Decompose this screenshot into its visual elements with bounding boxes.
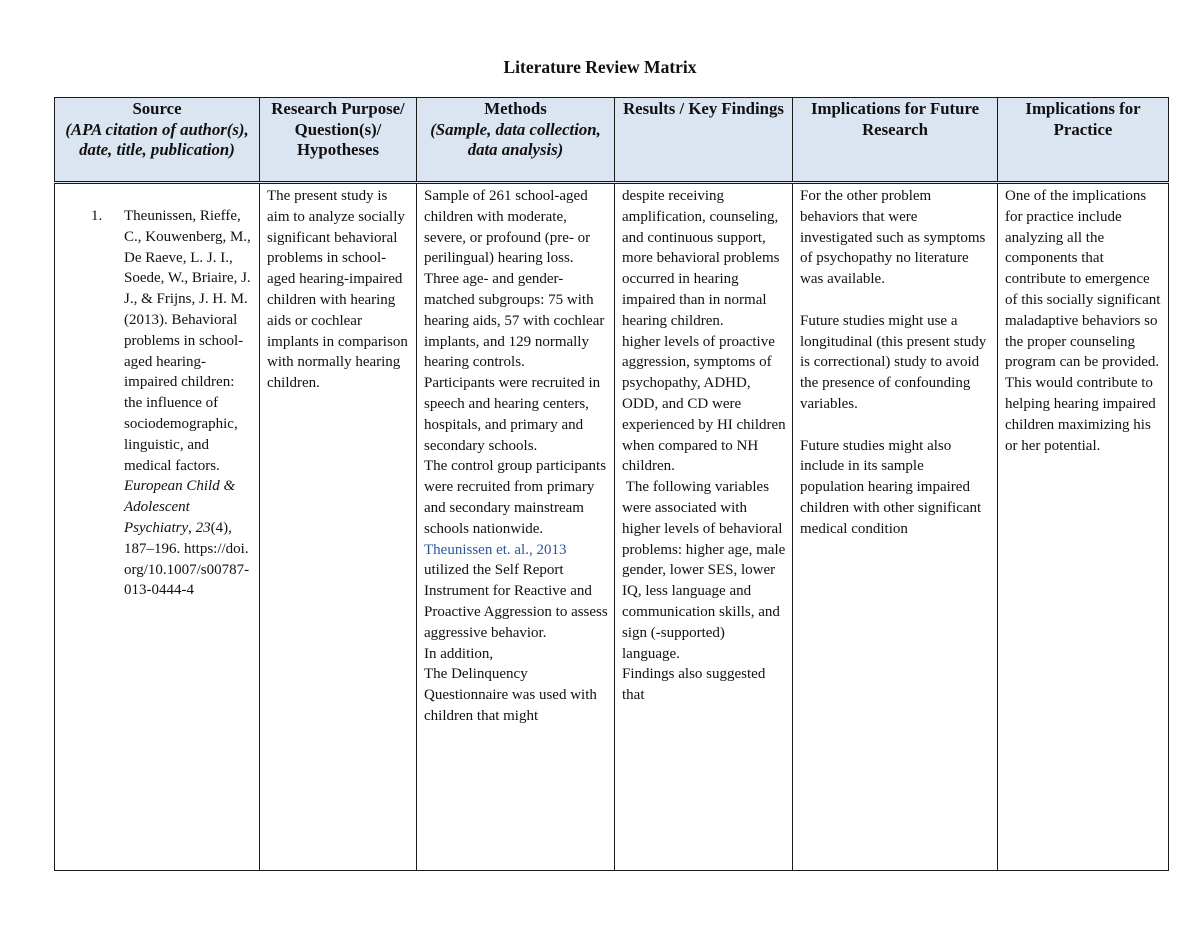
methods-sample: Sample of 261 school-aged children with moderate, severe, or profound (pre- or perilingual) hearing loss. — [424, 188, 591, 267]
methods-delinquency: The Delinquency Questionnaire was used with children that might — [424, 666, 597, 724]
results-finding-3: The following variables were associated with higher levels of behavioral problems: higher age, male gender, lower SES, lower IQ, less language and communication skills, and sign (-supported) language. — [622, 479, 790, 662]
practice-text: One of the implications for practice include analyzing all the components that contribute to emergence of this socially significant maladaptive behaviors so the proper counseling program can be provided. This would contribute to helping hearing impaired children maximizing his or her potential. — [1005, 188, 1161, 454]
header-source-sub: (APA citation of author(s), date, title, publication) — [65, 119, 249, 159]
header-purpose-title: Research Purpose/ Question(s)/ Hypotheses — [271, 99, 405, 159]
source-list-item — [62, 206, 253, 601]
cell-results — [615, 183, 793, 871]
table-row — [55, 183, 1169, 871]
future-point-1: For the other problem behaviors that were investigated such as symptoms of psychopathy no literature was available. — [800, 188, 986, 288]
header-source — [55, 98, 260, 183]
cell-future — [793, 183, 998, 871]
citation-journal: European Child & Adolescent Psychiatry — [124, 478, 236, 536]
cell-purpose — [260, 183, 417, 871]
results-finding-2: higher levels of proactive aggression, symptoms of psychopathy, ADHD, ODD, and CD were experienced by HI children when compared to NH children. — [622, 333, 786, 475]
methods-subgroups: Three age- and gender-matched subgroups: 75 with hearing aids, 57 with cochlear implants, and 129 normally hearing controls. — [424, 271, 605, 371]
methods-instrument-text: utilized the Self Report Instrument for Reactive and Proactive Aggression to assess aggressive behavior. — [424, 562, 608, 641]
document-title: Literature Review Matrix — [503, 57, 697, 77]
header-row — [55, 98, 1169, 183]
header-future — [793, 98, 998, 183]
methods-recruitment: Participants were recruited in speech and hearing centers, hospitals, and primary and secondary schools. — [424, 375, 601, 454]
literature-review-table — [54, 97, 1169, 871]
header-purpose — [260, 98, 417, 183]
citation-volume: 23 — [195, 519, 211, 536]
header-source-title: Source — [132, 99, 182, 118]
source-citation: Theunissen, Rieffe, C., Kouwenberg, M., De Raeve, L. J. I., Soede, W., Briaire, J. J., & Frijns, J. H. M. (2013). Behavioral problems in school-aged hearing-impaired children: the influence of sociodemographic, linguistic, and medical factors. European Child & Adolescent Psychiatry, 23(4), 187–196. https://doi.org/10.1007/s00787-013-0444-4 — [124, 208, 251, 599]
header-methods-sub: (Sample, data collection, data analysis) — [430, 119, 601, 159]
header-methods — [417, 98, 615, 183]
cell-source — [55, 183, 260, 871]
purpose-text: The present study is aim to analyze socially significant behavioral problems in school-aged hearing-impaired children with hearing aids or cochlear implants in comparison with normally hearing children. — [267, 188, 408, 392]
citation-doi[interactable]: https://doi.org/10.1007/s00787-013-0444-4 — [124, 540, 250, 599]
cell-practice — [998, 183, 1169, 871]
methods-instrument — [424, 540, 608, 644]
header-future-title: Implications for Future Research — [810, 99, 980, 139]
cell-methods — [417, 183, 615, 871]
results-finding-1: despite receiving amplification, counseling, and continuous support, more behavioral problems occurred in hearing impaired than in normal hearing children. — [622, 188, 780, 329]
citation-issue-pages: (4), 187–196. — [124, 519, 232, 557]
results-finding-4: Findings also suggested that — [622, 666, 766, 704]
header-practice — [998, 98, 1169, 183]
future-point-3: Future studies might also include in its sample population hearing impaired children with other significant medical condition — [800, 437, 982, 537]
methods-control-group: The control group participants were recruited from primary and secondary mainstream schools nationwide. — [424, 458, 607, 537]
citation-text: Theunissen, Rieffe, C., Kouwenberg, M., De Raeve, L. J. I., Soede, W., Briaire, J. J., & Frijns, J. H. M. (2013). Behavioral problems in school-aged hearing-impaired children: the influence of sociodemographic, linguistic, and medical factors. — [124, 208, 251, 474]
methods-citation-link[interactable]: Theunissen et. al., 2013 — [424, 541, 567, 558]
future-point-2: Future studies might use a longitudinal (this present study is correctional) study to avoid the presence of confounding variables. — [800, 312, 987, 412]
methods-addition: In addition, — [424, 645, 494, 662]
header-methods-title: Methods — [484, 99, 547, 118]
header-results — [615, 98, 793, 183]
header-practice-title: Implications for Practice — [1025, 99, 1141, 139]
header-results-title: Results / Key Findings — [623, 99, 784, 118]
list-number: 1. — [91, 208, 103, 224]
